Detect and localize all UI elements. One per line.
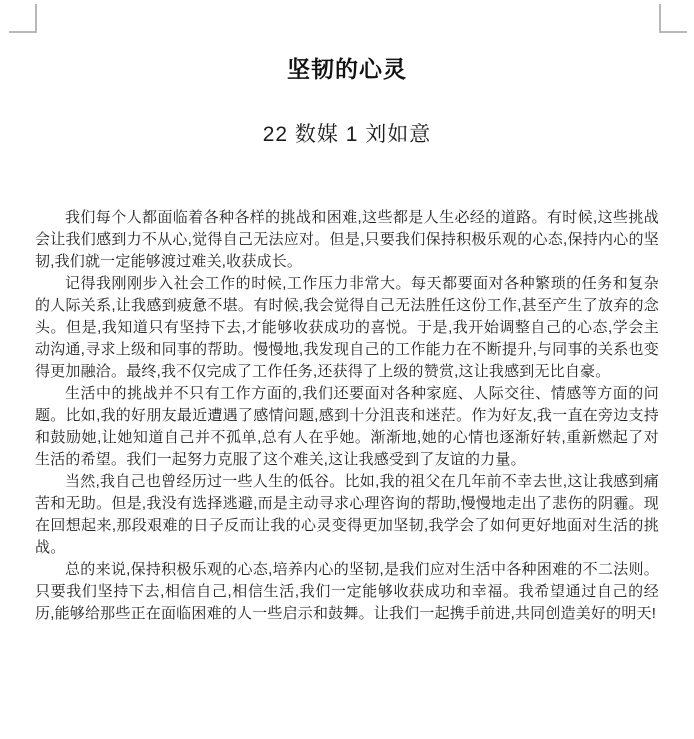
body-paragraph-4: 当然,我自己也曾经历过一些人生的低谷。比如,我的祖父在几年前不幸去世,这让我感到痛苦和无助。但是,我没有选择逃避,而是主动寻求心理咨询的帮助,慢慢地走出了悲伤的阴霾。现在回想起来,那段艰难的日子反而让我的心灵变得更加坚韧,我学会了如何更好地面对生活的挑战。	[35, 473, 659, 556]
crop-mark-top-right-icon	[659, 4, 687, 33]
crop-mark-top-left-icon	[9, 4, 37, 33]
document-title: 坚韧的心灵	[287, 56, 407, 82]
body-paragraph-5: 总的来说,保持积极乐观的心态,培养内心的坚韧,是我们应对生活中各种困难的不二法则。只要我们坚持下去,相信自己,相信生活,我们一定能够收获成功和幸福。我希望通过自己的经历,能够给那些正在面临困难的人一些启示和鼓舞。让我们一起携手前进,共同创造美好的明天!	[35, 561, 659, 622]
body-paragraph-3: 生活中的挑战并不只有工作方面的,我们还要面对各种家庭、人际交往、情感等方面的问题。比如,我的好朋友最近遭遇了感情问题,感到十分沮丧和迷茫。作为好友,我一直在旁边支持和鼓励她,让她知道自己并不孤单,总有人在乎她。渐渐地,她的心情也逐渐好转,重新燃起了对生活的希望。我们一起努力克服了这个难关,这让我感受到了友谊的力量。	[35, 385, 659, 468]
document-body	[35, 207, 659, 625]
body-paragraph-2: 记得我刚刚步入社会工作的时候,工作压力非常大。每天都要面对各种繁琐的任务和复杂的人际关系,让我感到疲惫不堪。有时候,我会觉得自己无法胜任这份工作,甚至产生了放弃的念头。但是,我知道只有坚持下去,才能够收获成功的喜悦。于是,我开始调整自己的心态,学会主动沟通,寻求上级和同事的帮助。慢慢地,我发现自己的工作能力在不断提升,与同事的关系也变得更加融洽。最终,我不仅完成了工作任务,还获得了上级的赞赏,这让我感到无比自豪。	[35, 275, 659, 380]
document-byline: 22 数媒 1 刘如意	[262, 123, 432, 146]
body-paragraph-1: 我们每个人都面临着各种各样的挑战和困难,这些都是人生必经的道路。有时候,这些挑战会让我们感到力不从心,觉得自己无法应对。但是,只要我们保持积极乐观的心态,保持内心的坚韧,我们就一定能够渡过难关,收获成长。	[35, 209, 659, 270]
